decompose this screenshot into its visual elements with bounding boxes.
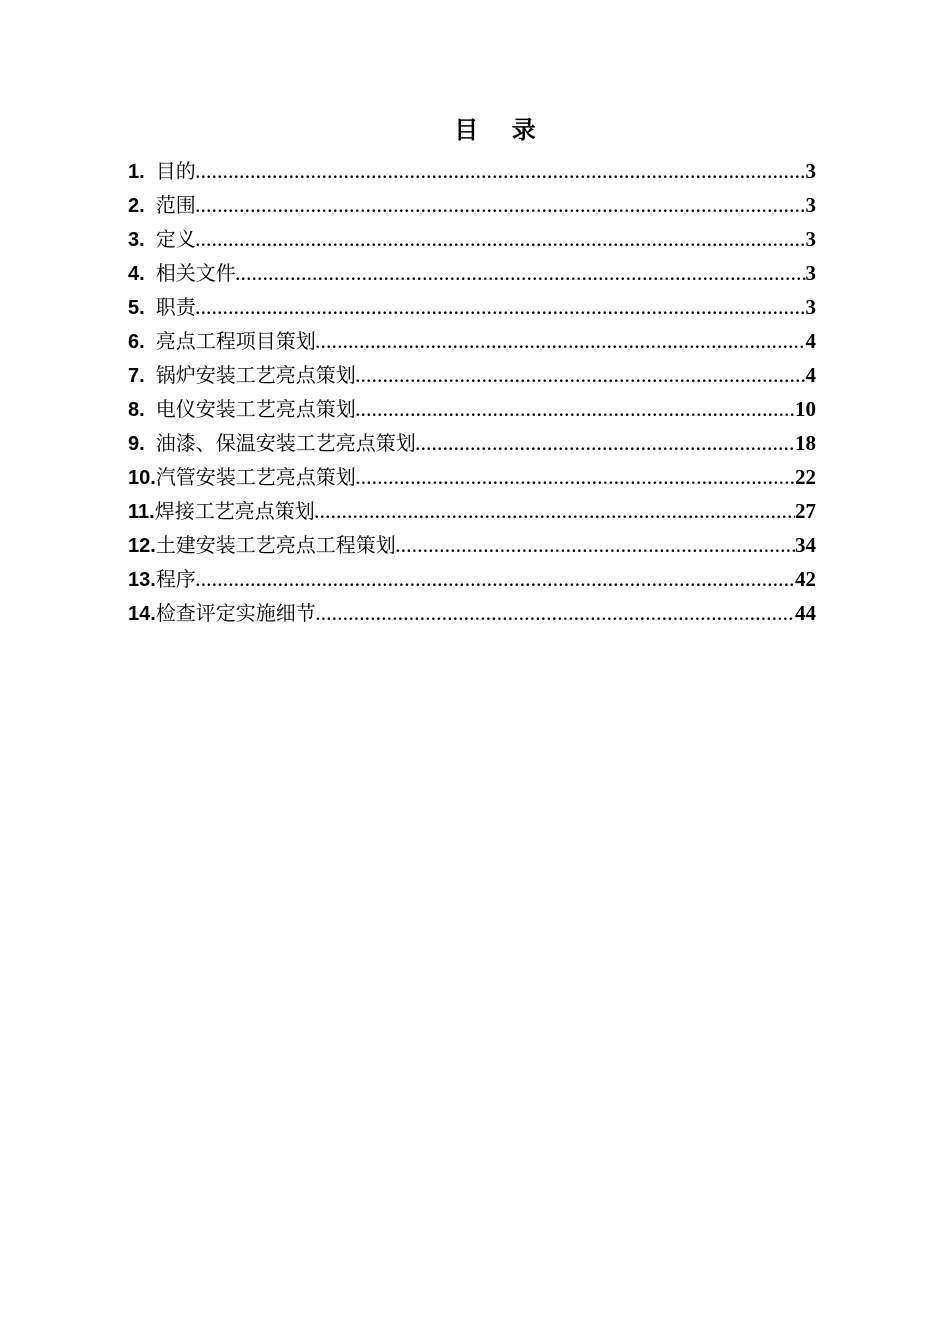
toc-entry-title: 程序 bbox=[155, 567, 196, 591]
toc-entry[interactable] bbox=[128, 460, 816, 494]
toc-entry-title: 油漆、保温安装工艺亮点策划 bbox=[155, 431, 416, 455]
toc-entry[interactable] bbox=[128, 256, 816, 290]
toc-entry[interactable] bbox=[128, 562, 816, 596]
toc-entry-title: 范围 bbox=[155, 193, 196, 217]
toc-dot-leader bbox=[196, 565, 795, 599]
toc-entry-page: 3 bbox=[805, 295, 816, 319]
toc-dot-leader bbox=[196, 293, 806, 327]
toc-entry[interactable] bbox=[128, 426, 816, 460]
toc-entry-number: 4. bbox=[128, 263, 156, 285]
toc-entry-number: 1. bbox=[128, 161, 156, 183]
toc-entry[interactable] bbox=[128, 188, 816, 222]
toc-entry-number: 12. bbox=[128, 535, 156, 557]
toc-entry-title: 定义 bbox=[155, 227, 196, 251]
toc-entry[interactable] bbox=[128, 528, 816, 562]
toc-dot-leader bbox=[356, 463, 795, 497]
toc-dot-leader bbox=[316, 327, 806, 361]
toc-entry-page: 10 bbox=[795, 397, 816, 421]
toc-entry[interactable] bbox=[128, 392, 816, 426]
toc-entry-page: 4 bbox=[805, 329, 816, 353]
toc-entry-number: 8. bbox=[128, 399, 156, 421]
toc-entry-page: 18 bbox=[795, 431, 816, 455]
toc-entry[interactable] bbox=[128, 154, 816, 188]
toc-entry-page: 3 bbox=[805, 193, 816, 217]
toc-entry[interactable] bbox=[128, 596, 816, 630]
toc-entry-number: 14. bbox=[128, 603, 156, 625]
toc-entry-title: 汽管安装工艺亮点策划 bbox=[155, 465, 356, 489]
toc-entry-number: 10. bbox=[128, 467, 156, 489]
toc-dot-leader bbox=[196, 191, 806, 225]
toc-entry[interactable] bbox=[128, 494, 816, 528]
toc-entry-number: 2. bbox=[128, 195, 156, 217]
toc-dot-leader bbox=[236, 259, 806, 293]
toc-title: 目 录 bbox=[454, 116, 536, 144]
toc-entry[interactable] bbox=[128, 290, 816, 324]
toc-entry-page: 3 bbox=[805, 261, 816, 285]
toc-entry-title: 锅炉安装工艺亮点策划 bbox=[155, 363, 356, 387]
toc-entry[interactable] bbox=[128, 222, 816, 256]
toc-entry-number: 13. bbox=[128, 569, 156, 591]
toc-dot-leader bbox=[356, 361, 806, 395]
toc-entry-title: 焊接工艺亮点策划 bbox=[154, 499, 315, 523]
toc-entry-page: 3 bbox=[805, 159, 816, 183]
toc-dot-leader bbox=[196, 157, 806, 191]
toc-entry-title: 土建安装工艺亮点工程策划 bbox=[155, 533, 396, 557]
toc-entry-number: 9. bbox=[128, 433, 156, 455]
toc-entry-page: 34 bbox=[795, 533, 816, 557]
toc-entry[interactable] bbox=[128, 324, 816, 358]
toc-dot-leader bbox=[396, 531, 795, 565]
toc-entry-page: 27 bbox=[795, 499, 816, 523]
toc-list bbox=[128, 154, 816, 630]
toc-entry-title: 检查评定实施细节 bbox=[155, 601, 316, 625]
toc-entry-page: 44 bbox=[795, 601, 816, 625]
toc-dot-leader bbox=[196, 225, 806, 259]
toc-dot-leader bbox=[356, 395, 795, 429]
toc-entry-page: 42 bbox=[795, 567, 816, 591]
toc-dot-leader bbox=[416, 429, 795, 463]
toc-entry-number: 7. bbox=[128, 365, 156, 387]
toc-entry-number: 5. bbox=[128, 297, 156, 319]
toc-entry-page: 4 bbox=[805, 363, 816, 387]
toc-entry-title: 相关文件 bbox=[155, 261, 236, 285]
toc-entry-page: 3 bbox=[805, 227, 816, 251]
toc-entry-number: 3. bbox=[128, 229, 156, 251]
toc-dot-leader bbox=[315, 497, 795, 531]
toc-entry-number: 6. bbox=[128, 331, 156, 353]
toc-entry-number: 11. bbox=[128, 501, 155, 523]
toc-entry-title: 亮点工程项目策划 bbox=[155, 329, 316, 353]
toc-entry[interactable] bbox=[128, 358, 816, 392]
toc-entry-page: 22 bbox=[795, 465, 816, 489]
toc-entry-title: 职责 bbox=[155, 295, 196, 319]
toc-entry-title: 电仪安装工艺亮点策划 bbox=[155, 397, 356, 421]
toc-entry-title: 目的 bbox=[155, 159, 196, 183]
toc-dot-leader bbox=[316, 599, 795, 633]
